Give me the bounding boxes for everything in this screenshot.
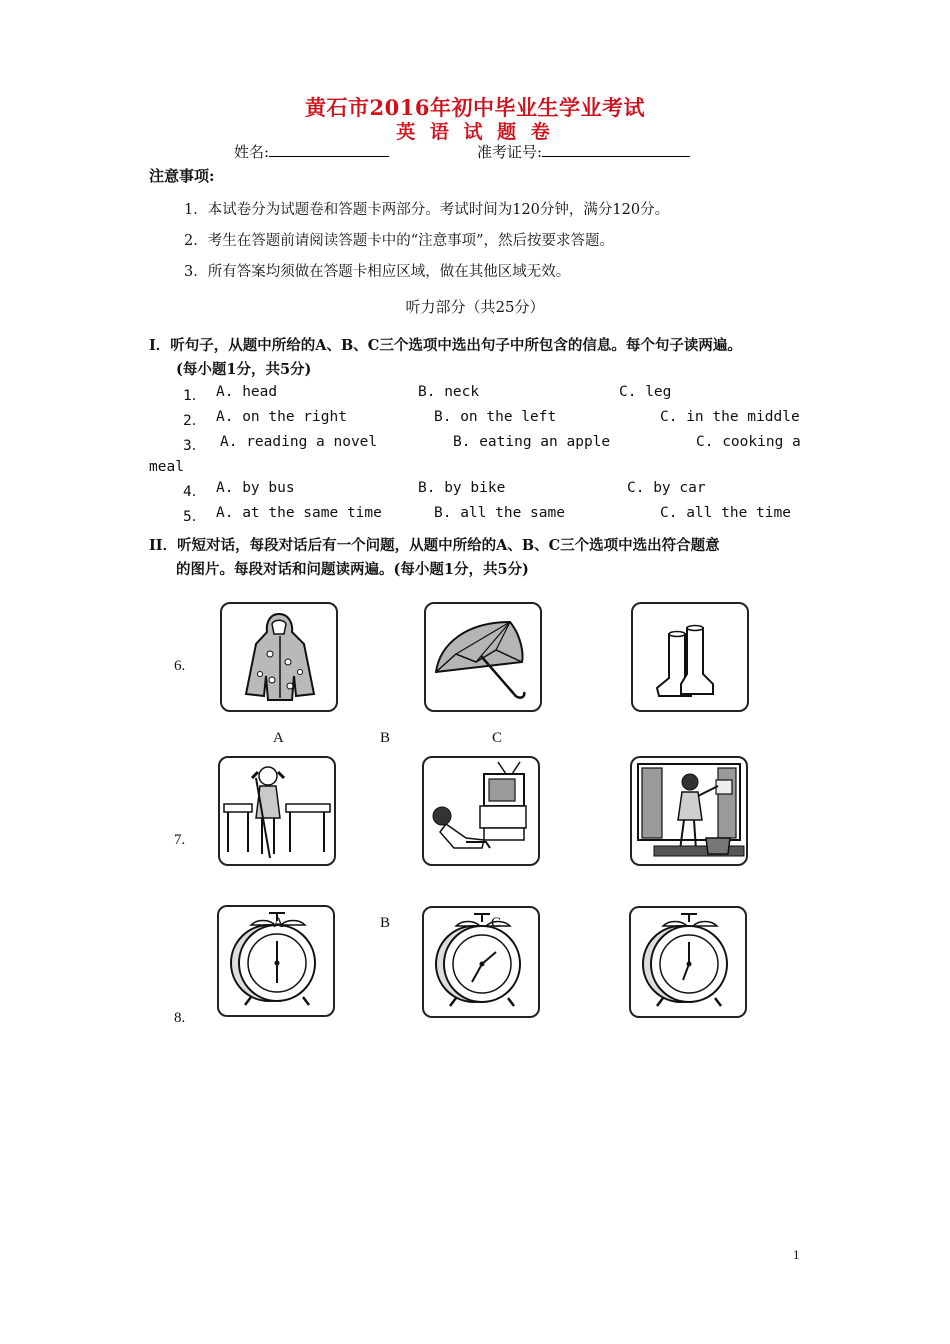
clock-c-picture[interactable] bbox=[629, 906, 747, 1018]
q4-option-b: B. by bike bbox=[418, 480, 506, 496]
id-field[interactable] bbox=[477, 141, 690, 162]
question-4-num: 4． bbox=[183, 484, 207, 500]
q2-option-c: C. in the middle bbox=[660, 409, 800, 425]
q3-option-c-wrap: meal bbox=[149, 459, 184, 475]
q5-option-c: C. all the time bbox=[660, 505, 791, 521]
raincoat-picture[interactable] bbox=[220, 602, 338, 712]
part2-instruction: II．听短对话，每段对话后有一个问题，从题中所给的A、B、C三个选项中选出符合题意 bbox=[149, 537, 720, 554]
question-8-num: 8. bbox=[174, 1010, 186, 1026]
q2-option-a: A. on the right bbox=[216, 409, 347, 425]
listening-heading: 听力部分（共25分） bbox=[405, 298, 545, 316]
part1-instruction: I．听句子，从题中所给的A、B、C三个选项中选出句子中所包含的信息。每个句子读两遍。 bbox=[149, 337, 742, 354]
part2-instruction-cont: 的图片。每段对话和问题读两遍。(每小题1分，共5分) bbox=[176, 561, 529, 578]
exam-subtitle: 英 语 试 题 卷 bbox=[396, 121, 554, 143]
boots-picture[interactable] bbox=[631, 602, 749, 712]
q6-label-c: C bbox=[492, 730, 503, 746]
q5-option-b: B. all the same bbox=[434, 505, 565, 521]
q7-label-b: B bbox=[380, 915, 391, 931]
q1-option-c: C. leg bbox=[619, 384, 672, 400]
notice-item: 3．所有答案均须做在答题卡相应区域，做在其他区域无效。 bbox=[184, 264, 571, 280]
q2-option-b: B. on the left bbox=[434, 409, 557, 425]
question-3-num: 3． bbox=[183, 438, 207, 454]
question-7-num: 7. bbox=[174, 832, 186, 848]
q7-label-c: C bbox=[491, 915, 502, 931]
exam-title: 黄石市2016年初中毕业生学业考试 bbox=[305, 95, 645, 120]
q1-option-a: A. head bbox=[216, 384, 278, 400]
q3-option-a: A. reading a novel bbox=[220, 434, 378, 450]
umbrella-picture[interactable] bbox=[424, 602, 542, 712]
girl-sweeping-picture[interactable] bbox=[218, 756, 336, 866]
page-number: 1 bbox=[793, 1247, 800, 1262]
q6-label-a: A bbox=[273, 730, 284, 746]
question-6-num: 6. bbox=[174, 658, 186, 674]
q4-option-c: C. by car bbox=[627, 480, 706, 496]
q3-option-b: B. eating an apple bbox=[453, 434, 611, 450]
name-field[interactable] bbox=[234, 141, 389, 162]
notice-item: 2．考生在答题前请阅读答题卡中的“注意事项”，然后按要求答题。 bbox=[184, 233, 615, 249]
name-label: 姓名: bbox=[234, 143, 270, 161]
id-label: 准考证号: bbox=[477, 143, 543, 161]
q1-option-b: B. neck bbox=[418, 384, 480, 400]
q3-option-c: C. cooking a bbox=[696, 434, 801, 450]
q6-label-b: B bbox=[380, 730, 391, 746]
question-5-num: 5． bbox=[183, 509, 207, 525]
name-blank[interactable] bbox=[269, 142, 389, 157]
q7-label-a: A bbox=[273, 915, 284, 931]
girl-cleaning-window-picture[interactable] bbox=[630, 756, 748, 866]
notice-heading: 注意事项: bbox=[149, 167, 215, 185]
q5-option-a: A. at the same time bbox=[216, 505, 382, 521]
girl-watching-tv-picture[interactable] bbox=[422, 756, 540, 866]
notice-item: 1．本试卷分为试题卷和答题卡两部分。考试时间为120分钟，满分120分。 bbox=[184, 202, 670, 218]
id-blank[interactable] bbox=[542, 142, 690, 157]
question-1-num: 1． bbox=[183, 388, 207, 404]
clock-b-picture[interactable] bbox=[422, 906, 540, 1018]
question-2-num: 2． bbox=[183, 413, 207, 429]
q4-option-a: A. by bus bbox=[216, 480, 295, 496]
part1-instruction-cont: (每小题1分，共5分) bbox=[176, 361, 312, 378]
